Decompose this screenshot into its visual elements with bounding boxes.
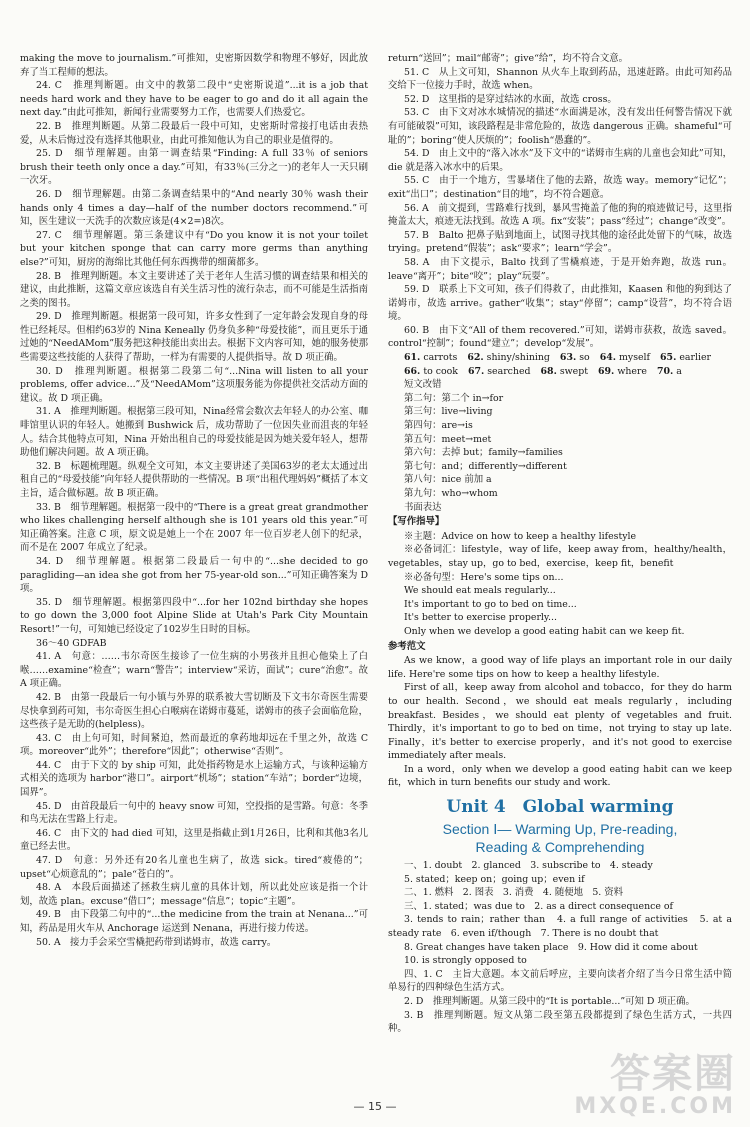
answer-paragraph: 58. A 由下文提示，Balto 找到了雪橇痕迹，于是开始奔跑，故选 run。leave“离开”；bite“咬”；play“玩耍”。 (388, 256, 732, 282)
fill-answer-number: 62. (467, 352, 484, 364)
section-title-line2: Reading & Comprehending (475, 839, 645, 856)
answer-paragraph: 30. D 推理判断题。根据第二段第二句“...Nina will listen to all your problems, offer advice...”及“NeedAMom”这项服务能为你提供社交活动方面的建议。故 D 项正确。 (20, 365, 368, 404)
answer-paragraph: 60. B 由下文“All of them recovered.”可知，诺姆市获救，故选 saved。control“控制”；found“建立”；develop“发展”。 (388, 324, 732, 350)
fill-answer-number: 63. (559, 352, 577, 364)
answer-paragraph: 44. C 由于下文的 by ship 可知，此处指药物是水上运输方式，与该种运输方式相关的选项为 harbor“港口”。airport“机场”；station“车站”；border“边境，国界”。 (20, 759, 368, 799)
section-title-line1: Section Ⅰ— Warming Up, Pre-reading, (442, 821, 678, 838)
unit-answer-line: 3. B 推理判断题。短文从第二段至第五段都提到了绿色生活方式，一共四种。 (388, 1009, 732, 1035)
fill-answer-value: earlier (679, 352, 711, 364)
answer-paragraph: 57. B Balto 把鼻子贴到地面上，试图寻找其他的途径此处留下的气味，故选 trying。pretend“假装”；ask“要求”；learn“学会”。 (388, 229, 732, 255)
unit-answer-line: 8. Great changes have taken place 9. How did it come about (404, 941, 698, 953)
unit-title: Unit 4 Global warming (446, 797, 674, 818)
answer-paragraph: 34. D 细节理解题。根据第二段最后一句中的“...she decided to go paragliding—an idea she got from her 75-year-old son...”可知正确答案为 D 项。 (20, 555, 368, 595)
answer-paragraph: 48. A 本段后面描述了拯救生病儿童的具体计划，所以此处应该是指一个计划，故选 plan。excuse“借口”；message“信息”；topic“主题”。 (20, 882, 368, 907)
answer-paragraph: 59. D 联系上下文可知，孩子们得救了，由此推知，Kaasen 和他的狗到达了诺姆市，故选 arrive。gather“收集”；stay“停留”；camp“设营”，均不符合语境。 (388, 284, 732, 323)
answer-paragraph: 31. A 推理判断题。根据第三段可知，Nina经常会数次去年轻人的办公室、咖啡馆里认识的年轻人。她搬到 Bushwick 后，成功帮助了一位因失业而沮丧的年轻人。结合其他特点可知，Nina 开始出租自己的母爱技能是因为她关爱年轻人，想帮助他们解决问题。故 A 项正确。 (20, 406, 368, 459)
unit-answers (388, 859, 732, 1036)
fill-answer-value: myself (619, 352, 651, 364)
right-column (388, 52, 732, 1036)
page-number: — 15 — (353, 1100, 397, 1113)
answer-paragraph: 47. D 句意：另外还有20名儿童也生病了，故选 sick。tired“疲倦的”；upset“心烦意乱的”；pale“苍白的”。 (20, 855, 368, 880)
writing-heading: 书面表达 (404, 501, 442, 513)
fill-answer-number: 70. (656, 365, 674, 377)
answer-paragraph: 49. B 由下段第二句中的“...the medicine from the train at Nenana...”可知，药品是用火车从 Anchorage 运送到 Nenana，再进行接力传送。 (20, 909, 368, 934)
fill-answer-number: 69. (598, 365, 615, 377)
watermark-logo (574, 1053, 736, 1119)
fill-answer (560, 351, 590, 365)
answer-paragraph: 36～40 GDFAB (36, 637, 107, 649)
answer-paragraph: 27. C 细节理解题。第三条建议中有“Do you know it is not your toilet but your kitchen sponge that can carry more germs than anything else?”可知，厨房的海绵比其他任何东西携带的细菌都多。 (20, 229, 368, 268)
right-top-paragraphs (388, 52, 732, 351)
unit-answer-line: 2. D 推理判断题。从第三段中的“It is portable...”可知 D 项正确。 (404, 996, 695, 1007)
fill-answer (404, 365, 458, 379)
answer-paragraph: 52. D 这里指的是穿过结冰的水面，故选 cross。 (404, 93, 617, 105)
fill-answer-value: where (617, 365, 647, 377)
fill-answer-number: 65. (660, 352, 677, 364)
fill-answer (468, 365, 531, 379)
writing-guide-heading: 【写作指导】 (388, 516, 445, 528)
unit-answer-line: 二、1. 燃料 2. 图表 3. 消费 4. 随便地 5. 资料 (404, 887, 624, 899)
guide-line: Only when we develop a good eating habit can we keep fit. (404, 625, 685, 637)
guide-line: It's better to exercise properly... (404, 612, 557, 624)
unit-answer-line: 5. stated；keep on；going up；even if (404, 873, 585, 885)
correction-item: 第七句：and；differently→different (404, 460, 567, 472)
fill-answer-value: so (579, 352, 590, 364)
answer-paragraph: 54. D 由上文中的“落入冰水”及下文中的“诺姆市生病的儿童也会知此”可知，die 就是落入冰水中的后果。 (388, 148, 732, 173)
answer-paragraph: 25. D 细节理解题。由第一调查结果“Finding: A full 33％ of seniors brush their teeth only once a day.”可知，有33％(三分之一)的老年人一天只刷一次牙。 (20, 148, 368, 187)
answer-paragraph: return“送回”；mail“邮寄”；give“给”，均不符合文意。 (388, 53, 629, 64)
answer-paragraph: 24. C 推理判断题。由文中的教第二段中“史密斯说道”...it is a job that needs hard work and they have to be eager to go and do it all again the next day.”由此可推知，新闻行业需要努力工作，也需要人们热爱它。 (20, 80, 368, 119)
correction-item: 第五句：meet→met (404, 433, 492, 445)
fill-answer (598, 365, 647, 379)
unit-answer-line: 三、1. stated；was due to 2. as a direct consequence of (404, 900, 674, 912)
fill-answer (404, 351, 457, 365)
fill-answer-number: 61. (404, 352, 421, 364)
sample-paragraph: First of all，keep away from alcohol and tobacco，for they do harm to our health. Second，we should eat meals regularly，including breakfast. Besides，we should eat plenty of vegetables and fruit. Thirdly，it's important to go to bed on time，not trying to stay up late. Finally，it's better to exercise properly，and it's not good to exercise immediately after meals. (388, 682, 732, 762)
correction-item: 第四句：are→is (404, 420, 473, 432)
fill-answer (660, 351, 711, 365)
answer-paragraph: 43. C 由上句可知，时间紧迫，然而最近的拿药地却远在千里之外，故选 C 项。moreover“此外”；therefore“因此”；otherwise“否则”。 (20, 732, 368, 758)
answer-paragraph: 45. D 由首段最后一句中的 heavy snow 可知，空投指的是雪路。句意：冬季和鸟无法在雪路上行走。 (20, 800, 368, 826)
answer-paragraph: 35. D 细节理解题。根据第四段中“...for her 102nd birthday she hopes to go down the 3,000 foot Alpine Slide at Utah's Park City Mountain Resort!”一句，可知她已经设定了102岁生日时的目标。 (20, 596, 368, 635)
correction-item: 第三句：live→living (404, 406, 493, 418)
answers-61-70 (388, 351, 732, 378)
fill-answer (600, 351, 650, 365)
correction-item: 第二句：第二个 in→for (404, 392, 504, 404)
fill-answer-value: swept (559, 365, 588, 377)
guide-line: It's important to go to bed on time... (404, 598, 577, 610)
left-column (20, 52, 368, 949)
fill-answer-value: carrots (423, 352, 458, 364)
sample-essay (388, 654, 732, 790)
watermark-en: MXQE.COM (574, 1094, 736, 1119)
answer-paragraph: 51. C 从上文可知，Shannon 从火车上取到药品，迅速赶路。由此可知药品交给下一位接力手时，故选 when。 (388, 66, 732, 92)
unit-answer-line: 一、1. doubt 2. glanced 3. subscribe to 4. steady (404, 860, 653, 872)
guide-line: We should eat meals regularly... (404, 585, 556, 597)
answer-paragraph: 55. C 由于一个地方，雪暴堵住了他的去路，故选 way。memory“记忆”；exit“出口”；destination“目的地”，均不符合题意。 (388, 175, 732, 200)
sample-paragraph: In a word，only when we develop a good eating habit can we keep fit，which in turn benefits our study and work. (388, 763, 732, 789)
fill-answer (467, 351, 550, 365)
guide-line: ※必备词汇：lifestyle，way of life，keep away from，healthy/health，vegetables，stay up，go to bed，exercise，keep fit，benefit (388, 544, 732, 569)
watermark-cn: 答案圈 (610, 1051, 736, 1097)
answer-paragraph: 42. B 由第一段最后一句小镇与外界的联系被大雪切断及下文韦尔奇医生需要尽快拿到药可知，韦尔奇医生担心白喉病在诺姆市蔓延，诺姆市的孩子会面临危险，这些孩子是无助的(helpless)。 (20, 691, 368, 731)
fill-answer-number: 66. (404, 365, 421, 377)
answer-paragraph: 32. B 标题梳理题。纵观全文可知，本文主要讲述了美国63岁的老太太通过出租自己的“母爱技能”向年轻人提供帮助的一些情况。B 项“出租代理妈妈”概括了本文主旨，适合做标题。故 B 项正确。 (20, 460, 368, 499)
correction-heading: 短文改错 (404, 379, 442, 391)
answer-paragraph: 22. B 推理判断题。从第二段最后一段中可知，史密斯时常接打电话由表热爱，从未后悔过没有选择其他职业，由此可推知他认为自己的职业是值得的。 (20, 120, 368, 146)
answer-paragraph: 33. B 细节理解题。根据第一段中的“There is a great great grandmother who likes challenging herself although she is 101 years old this year.”可知正确答案。注意 C 项，原文说是她上一个在 2007 年一位百岁老人创下的纪录，而不是在 2007 年成立了纪录。 (20, 501, 368, 554)
fill-answer-number: 67. (467, 365, 485, 377)
unit-answer-line: 3. tends to rain；rather than 4. a full range of activities 5. at a steady rate 6. even if/though 7. There is no doubt that (388, 914, 732, 940)
correction-list (388, 392, 732, 501)
fill-answer-value: searched (487, 365, 531, 377)
sample-paragraph: As we know，a good way of life plays an important role in our daily life. Here're some tips on how to keep a healthy lifestyle. (388, 655, 732, 680)
fill-answer-number: 68. (540, 365, 557, 377)
answer-paragraph: 53. C 由下文对冰水城情况的描述“水面满是冰，没有发出任何警告情况下就有可能破裂”可知，该段路程是非常危险的，故选 dangerous 正确。shameful“可耻的”；boring“使人厌烦的”；foolish“愚蠢的”。 (388, 107, 732, 146)
fill-answer (541, 365, 588, 379)
answer-paragraph: 29. D 推理判断题。根据第一段可知，许多女性到了一定年龄会发现自身的母性已经耗尽。但相约63岁的 Nina Keneally 仍身负多种“母爱技能”，而且更乐于通过她的“NeedAMom”服务把这种技能出卖出去。根据下文内容可知，她的服务使那些需要这些技能的人获得了帮助，一样为有需要的人提供指导。故 D 项正确。 (20, 311, 368, 364)
unit-answer-line: 10. is strongly opposed to (404, 955, 527, 967)
guide-line: ※主题：Advice on how to keep a healthy lifestyle (404, 530, 637, 542)
answer-paragraph: 28. B 推理判断题。本文主要讲述了关于老年人生活习惯的调查结果和相关的建议，由此推断，这篇文章应该选自有关生活习性的流行杂志，而不可能是生活指南之类的图书。 (20, 270, 368, 309)
correction-item: 第九句：who→whom (404, 488, 498, 499)
answer-paragraph: 26. D 细节理解题。由第二条调查结果中的“And nearly 30％ wash their hands only 4 times a day—half of the number doctors recommend.”可知，医生建议一天洗手的次数应该是(4×2=)8次。 (20, 188, 368, 228)
fill-answer-number: 64. (599, 352, 617, 364)
correction-item: 第八句：nice 前加 a (404, 474, 492, 486)
answer-paragraph: 56. A 前文提到，雪路难行找到，暴风雪掩盖了他的狗的痕迹做记号，这里指掩盖太大，痕迹无法找到。故选 A 项。fix“安装”；pass“经过”；change“改变”。 (388, 202, 732, 228)
fill-answer-value: to cook (423, 365, 458, 377)
guide-line: ※必备句型：Here's some tips on... (404, 571, 564, 583)
fill-answer (657, 365, 682, 379)
writing-guide (388, 530, 732, 639)
fill-answer-value: shiny/shining (486, 352, 550, 364)
unit-answer-line: 四、1. C 主旨大意题。本文前后呼应，主要向读者介绍了当今日常生活中简单易行的四种绿色生活方式。 (388, 968, 732, 994)
answer-paragraph: 46. C 由下文的 had died 可知，这里是指截止到1月26日，比利和其他3名儿童已经去世。 (20, 827, 368, 853)
answer-paragraph: making the move to journalism.”可推知，史密斯因数学和物理不够好，因此放弃了当工程师的想法。 (20, 53, 368, 78)
answer-paragraph: 41. A 句意：……韦尔奇医生接诊了一位生病的小男孩并且担心他染上了白喉……examine“检查”；warn“警告”；interview“采访，面试”；cure“治愈”。故 A 项正确。 (20, 651, 368, 690)
correction-item: 第六句：去掉 but；family→families (404, 447, 563, 459)
answer-paragraph: 50. A 接力手会采空雪橇把药带到诺姆市，故选 carry。 (36, 936, 277, 948)
fill-answer-value: a (676, 365, 682, 377)
sample-essay-heading: 参考范文 (388, 640, 426, 652)
